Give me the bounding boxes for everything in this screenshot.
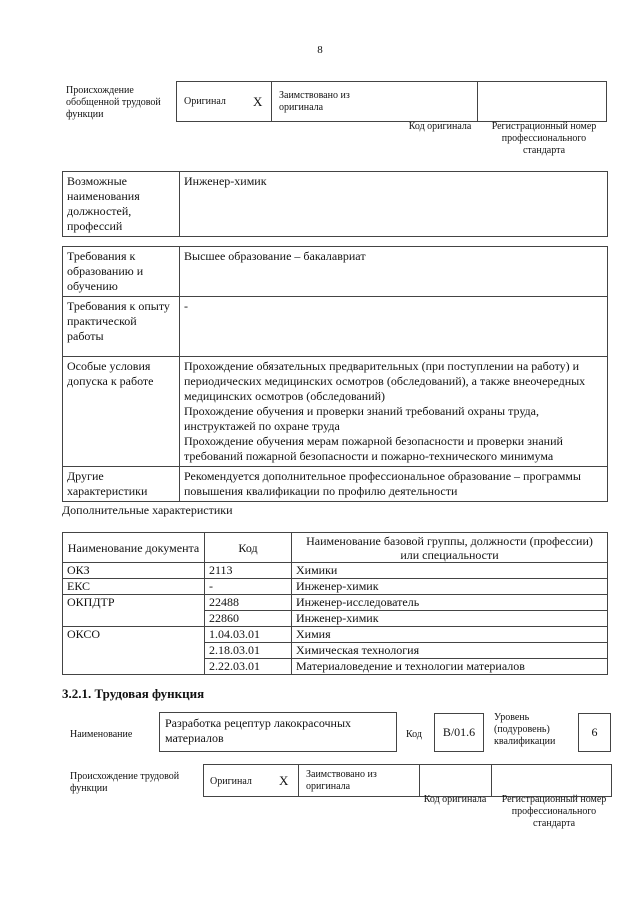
code-label: Код bbox=[406, 729, 422, 740]
borrowed-label: Заимствовано из оригинала bbox=[306, 769, 377, 792]
column-header: Наименование базовой группы, должности (профессии) или специальности bbox=[292, 533, 608, 563]
reg-number-caption: Регистрационный номер профессионального стандарта bbox=[501, 794, 607, 829]
requirement-value: Высшее образование – бакалавриат bbox=[180, 247, 608, 297]
level-value: 6 bbox=[591, 725, 598, 739]
code-cell: 2113 bbox=[205, 563, 292, 579]
origin-label: Происхождение трудовой функции bbox=[70, 771, 180, 794]
group-name-cell: Инженер-химик bbox=[292, 611, 608, 627]
section-heading: 3.2.1. Трудовая функция bbox=[62, 686, 205, 701]
requirement-line: Прохождение обучения и проверки знаний требований охраны труда, инструктажей по охране труда bbox=[184, 404, 539, 433]
additional-heading: Дополнительные характеристики bbox=[62, 503, 233, 517]
doc-name-cell: ОКСО bbox=[63, 627, 205, 675]
borrowed-label: Заимствовано из оригинала bbox=[279, 90, 350, 113]
code-cell: 2.22.03.01 bbox=[205, 659, 292, 675]
code-cell: 22860 bbox=[205, 611, 292, 627]
code-cell: 22488 bbox=[205, 595, 292, 611]
code-original-caption: Код оригинала bbox=[408, 121, 472, 132]
table-row bbox=[63, 627, 608, 643]
original-label: Оригинал bbox=[184, 96, 226, 107]
origin-label: Происхождение обобщенной трудовой функции bbox=[66, 85, 161, 120]
positions-value: Инженер-химик bbox=[180, 172, 608, 237]
function-name-label: Наименование bbox=[70, 729, 133, 740]
code-original-caption: Код оригинала bbox=[423, 794, 487, 805]
origin-box bbox=[203, 764, 612, 797]
origin-box bbox=[176, 81, 607, 122]
requirement-row bbox=[63, 467, 608, 502]
code-cell: 2.18.03.01 bbox=[205, 643, 292, 659]
original-mark: X bbox=[279, 773, 289, 788]
requirement-value: Рекомендуется дополнительное профессиональное образование – программы повышения квалификации по профилю деятельности bbox=[180, 467, 608, 502]
requirement-line: Прохождение обязательных предварительных (при поступлении на работу) и периодических медицинских осмотров (обследований), а также внеочередных медицинских осмотров (обследований) bbox=[184, 359, 586, 403]
doc-name-cell: ОКПДТР bbox=[63, 595, 205, 627]
original-mark: X bbox=[253, 94, 263, 109]
group-name-cell: Инженер-химик bbox=[292, 579, 608, 595]
group-name-cell: Химики bbox=[292, 563, 608, 579]
requirement-line: Прохождение обучения мерам пожарной безопасности и проверки знаний требований пожарной безопасности и пожарно-технического минимума bbox=[184, 434, 563, 463]
reg-number-caption: Регистрационный номер профессионального стандарта bbox=[491, 121, 597, 156]
group-name-cell: Инженер-исследователь bbox=[292, 595, 608, 611]
requirement-value: - bbox=[180, 297, 608, 357]
requirement-value bbox=[180, 357, 608, 467]
positions-label: Возможные наименования должностей, профессий bbox=[63, 172, 180, 237]
doc-name-cell: ЕКС bbox=[63, 579, 205, 595]
function-name-box bbox=[159, 712, 397, 752]
table-header-row bbox=[63, 533, 608, 563]
additional-table bbox=[62, 532, 608, 675]
level-label: Уровень (подуровень) квалификации bbox=[494, 712, 556, 747]
column-header: Код bbox=[205, 533, 292, 563]
requirement-label: Другие характеристики bbox=[63, 467, 180, 502]
table-row bbox=[63, 579, 608, 595]
requirement-label: Особые условия допуска к работе bbox=[63, 357, 180, 467]
code-value: B/01.6 bbox=[442, 725, 476, 739]
level-box bbox=[578, 713, 611, 752]
group-name-cell: Материаловедение и технологии материалов bbox=[292, 659, 608, 675]
column-header: Наименование документа bbox=[63, 533, 205, 563]
requirement-label: Требования к образованию и обучению bbox=[63, 247, 180, 297]
requirement-label: Требования к опыту практической работы bbox=[63, 297, 180, 357]
requirements-table bbox=[62, 246, 608, 502]
code-box bbox=[434, 713, 484, 752]
code-cell: 1.04.03.01 bbox=[205, 627, 292, 643]
group-name-cell: Химия bbox=[292, 627, 608, 643]
doc-name-cell: ОКЗ bbox=[63, 563, 205, 579]
positions-table bbox=[62, 171, 608, 237]
table-row bbox=[63, 563, 608, 579]
page-number: 8 bbox=[317, 44, 323, 56]
table-row bbox=[63, 595, 608, 611]
requirement-row bbox=[63, 357, 608, 467]
requirement-row bbox=[63, 297, 608, 357]
function-name-value: Разработка рецептур лакокрасочных материалов bbox=[165, 716, 352, 745]
original-label: Оригинал bbox=[210, 776, 252, 787]
code-cell: - bbox=[205, 579, 292, 595]
requirement-row bbox=[63, 247, 608, 297]
group-name-cell: Химическая технология bbox=[292, 643, 608, 659]
